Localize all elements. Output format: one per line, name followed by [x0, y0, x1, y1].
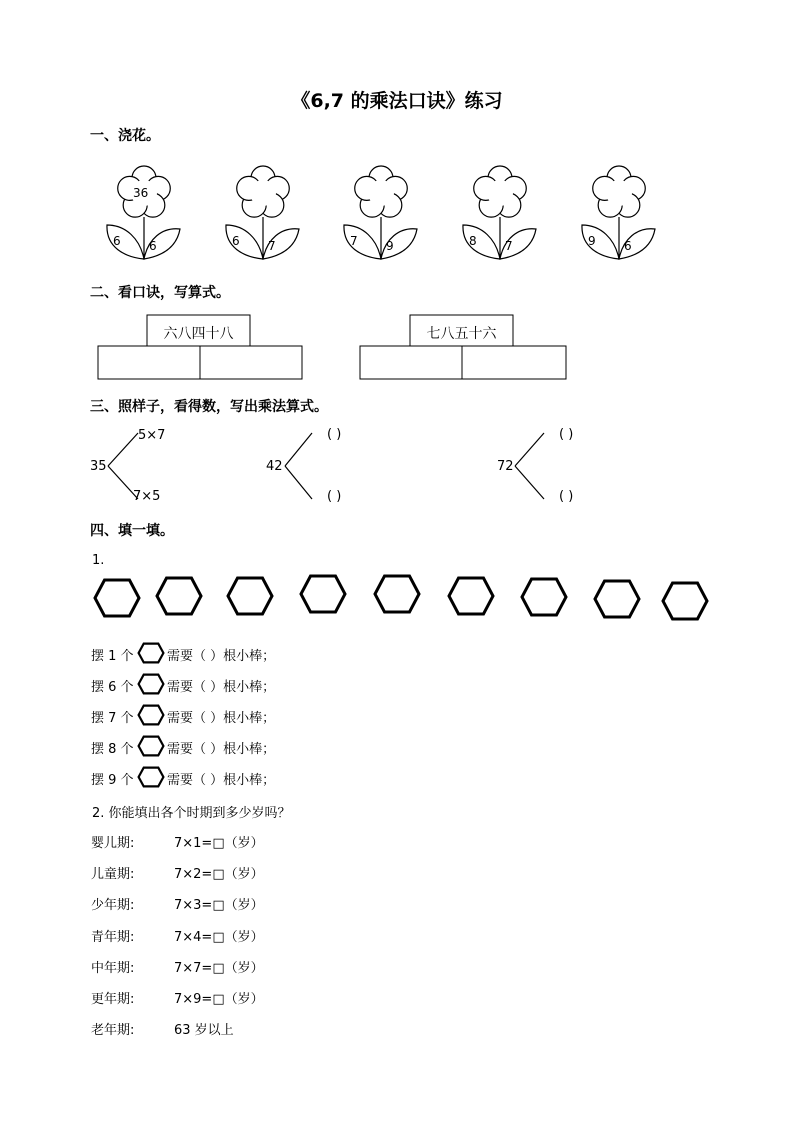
stick-question-answer[interactable]: 需要（ ）根小棒； — [167, 680, 276, 695]
section-4-heading: 四、填一填。 — [90, 523, 174, 539]
tree-1-top: 5×7 — [138, 428, 166, 443]
section-2-heading: 二、看口诀，写算式。 — [90, 285, 230, 301]
tree-3-top[interactable]: ( ) — [559, 427, 574, 442]
age-expression[interactable]: 7×4=□（岁） — [174, 930, 264, 945]
stick-question-prefix: 摆 9 个 — [91, 773, 134, 788]
stick-question-answer[interactable]: 需要（ ）根小棒； — [167, 711, 276, 726]
flower-5 — [579, 159, 659, 261]
flower-right-leaf-number: 6 — [149, 239, 157, 253]
stick-question-answer[interactable]: 需要（ ）根小棒； — [167, 742, 276, 757]
age-stage-label: 青年期: — [91, 930, 135, 945]
hexagon-icon — [137, 642, 165, 664]
stick-question-answer[interactable]: 需要（ ）根小棒； — [167, 773, 276, 788]
tree-2-number: 42 — [266, 459, 283, 474]
stick-question-prefix: 摆 7 个 — [91, 711, 134, 726]
section-3-heading: 三、照样子，看得数，写出乘法算式。 — [90, 399, 328, 415]
tree-3-number: 72 — [497, 459, 514, 474]
tree-3-bottom[interactable]: ( ) — [559, 489, 574, 504]
age-expression[interactable]: 7×3=□（岁） — [174, 898, 264, 913]
stick-question-prefix: 摆 1 个 — [91, 649, 134, 664]
age-stage-label: 少年期: — [91, 898, 135, 913]
age-expression[interactable]: 7×7=□（岁） — [174, 961, 264, 976]
hexagon-icon — [520, 577, 568, 617]
hexagon-icon — [226, 576, 274, 616]
age-stage-label: 更年期: — [91, 992, 135, 1007]
age-stage-label: 中年期: — [91, 961, 135, 976]
age-stage-label: 儿童期: — [91, 867, 135, 882]
hexagon-icon — [137, 766, 165, 788]
question-2-label: 2. 你能填出各个时期到多少岁吗？ — [92, 806, 291, 821]
flower-3 — [341, 159, 421, 261]
hexagon-icon — [447, 576, 495, 616]
age-stage-label: 老年期: — [91, 1023, 135, 1038]
flower-1 — [104, 159, 184, 261]
age-expression[interactable]: 7×9=□（岁） — [174, 992, 264, 1007]
hexagon-icon — [593, 579, 641, 619]
section-1-heading: 一、浇花。 — [90, 128, 160, 144]
hexagon-icon — [661, 581, 709, 621]
flower-2 — [223, 159, 303, 261]
tree-1-number: 35 — [90, 459, 107, 474]
hexagon-icon — [299, 574, 347, 614]
hexagon-icon — [137, 673, 165, 695]
formula-box-1-label: 六八四十八 — [163, 326, 234, 342]
tree-1-bottom: 7×5 — [133, 489, 161, 504]
question-1-label: 1. — [92, 553, 105, 568]
formula-box-1-answer-right[interactable] — [202, 347, 301, 377]
hexagon-icon — [137, 704, 165, 726]
flower-center-number: 36 — [133, 186, 149, 200]
flower-left-leaf-number: 6 — [232, 234, 240, 248]
hexagon-icon — [93, 578, 141, 618]
flower-right-leaf-number: 9 — [386, 239, 394, 253]
flower-right-leaf-number: 6 — [624, 239, 632, 253]
age-expression[interactable]: 7×1=□（岁） — [174, 836, 264, 851]
stick-question-prefix: 摆 8 个 — [91, 742, 134, 757]
hexagon-icon — [373, 574, 421, 614]
flower-left-leaf-number: 9 — [588, 234, 596, 248]
page-title: 《6,7 的乘法口诀》练习 — [291, 90, 503, 112]
hexagon-icon — [155, 576, 203, 616]
flower-right-leaf-number: 7 — [268, 239, 276, 253]
flower-left-leaf-number: 7 — [350, 234, 358, 248]
hexagon-icon — [137, 735, 165, 757]
tree-2-bottom[interactable]: ( ) — [327, 489, 342, 504]
flower-left-leaf-number: 6 — [113, 234, 121, 248]
stick-question-answer[interactable]: 需要（ ）根小棒； — [167, 649, 276, 664]
age-expression[interactable]: 7×2=□（岁） — [174, 867, 264, 882]
flower-left-leaf-number: 8 — [469, 234, 477, 248]
tree-lines-2 — [282, 430, 322, 502]
formula-box-2-answer-left[interactable] — [361, 347, 460, 377]
age-expression: 63 岁以上 — [174, 1023, 234, 1038]
tree-2-top[interactable]: ( ) — [327, 427, 342, 442]
formula-box-1-answer-left[interactable] — [99, 347, 198, 377]
tree-lines-3 — [512, 430, 552, 502]
formula-box-2-label: 七八五十六 — [426, 326, 497, 342]
stick-question-prefix: 摆 6 个 — [91, 680, 134, 695]
flower-right-leaf-number: 7 — [505, 239, 513, 253]
age-stage-label: 婴儿期: — [91, 836, 135, 851]
formula-box-2-answer-right[interactable] — [464, 347, 565, 377]
flower-4 — [460, 159, 540, 261]
